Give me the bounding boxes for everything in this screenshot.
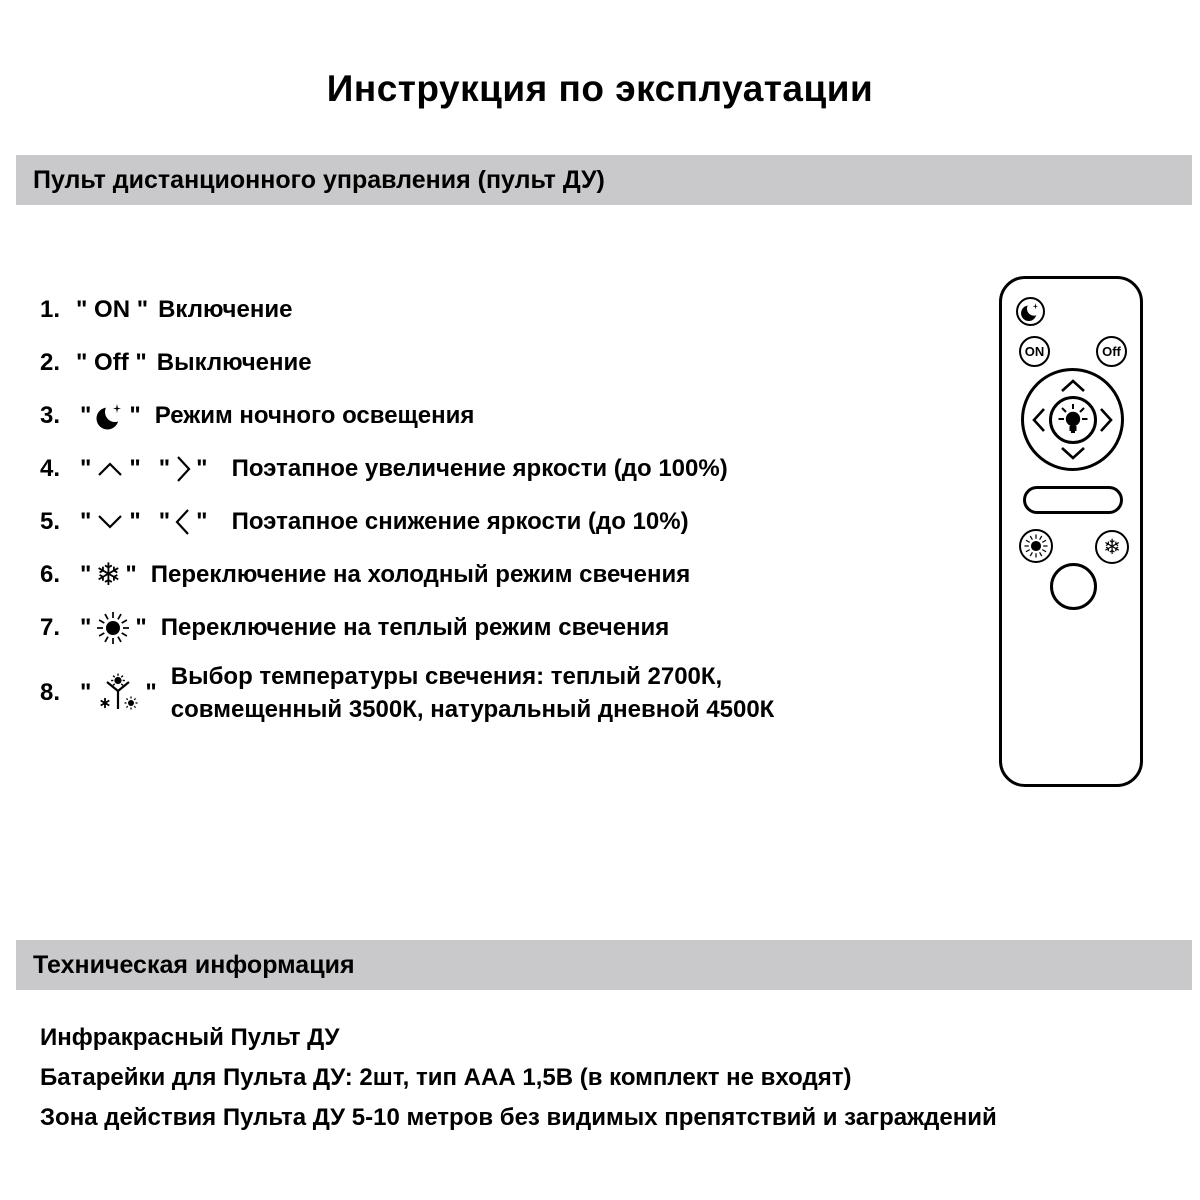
quote-mark: " bbox=[129, 401, 141, 429]
quote-mark: " bbox=[196, 454, 208, 482]
item-text-line1: Выбор температуры свечения: теплый 2700К, bbox=[170, 663, 723, 690]
quote-mark: " bbox=[158, 454, 171, 482]
chevron-up-icon bbox=[95, 460, 125, 478]
quote-mark: " bbox=[129, 454, 141, 482]
item-number: 8. bbox=[40, 679, 61, 706]
item-text: Поэтапное увеличение яркости (до 100%) bbox=[231, 454, 728, 482]
section-header-remote-label: Пульт дистанционного управления (пульт ДУ) bbox=[33, 165, 605, 194]
brightness-down-chevron-icon bbox=[1058, 445, 1088, 461]
quote-mark: " bbox=[135, 613, 147, 641]
night-mode-button bbox=[1016, 297, 1045, 326]
item-text: Поэтапное снижение яркости (до 10%) bbox=[231, 507, 689, 535]
dpad-right-chevron-icon bbox=[1098, 405, 1114, 435]
list-item-4 bbox=[40, 442, 970, 495]
tech-info-line: Инфракрасный Пульт ДУ bbox=[40, 1024, 340, 1051]
sun-icon bbox=[1023, 533, 1049, 559]
temperature-select-icon bbox=[95, 673, 141, 713]
off-button-label: Off bbox=[1102, 344, 1121, 359]
long-bar-button bbox=[1023, 486, 1123, 514]
page-title: Инструкция по эксплуатации bbox=[326, 68, 874, 109]
item-text: Режим ночного освещения bbox=[154, 401, 475, 429]
chevron-left-icon bbox=[174, 507, 192, 537]
off-button bbox=[1096, 336, 1127, 367]
on-label: " ON " bbox=[76, 295, 149, 323]
round-button bbox=[1050, 563, 1097, 610]
snowflake-icon: ❄ bbox=[1103, 535, 1121, 559]
quote-mark: " bbox=[158, 507, 171, 535]
tech-info-line: Батарейки для Пульта ДУ: 2шт, тип ААА 1,5В (в комплект не входят) bbox=[40, 1064, 852, 1091]
tech-info-list bbox=[40, 1018, 997, 1138]
instruction-list bbox=[40, 283, 970, 726]
quote-mark: " bbox=[80, 454, 92, 482]
item-number: 1. bbox=[40, 295, 61, 323]
quote-mark: " bbox=[129, 507, 141, 535]
item-text: Включение bbox=[158, 295, 293, 323]
section-header-tech-label: Техническая информация bbox=[33, 950, 355, 979]
quote-mark: " bbox=[80, 507, 92, 535]
quote-mark: " bbox=[80, 401, 92, 429]
moon-icon bbox=[1020, 301, 1041, 322]
list-item-8 bbox=[40, 660, 970, 726]
chevron-down-icon bbox=[95, 513, 125, 531]
moon-icon bbox=[95, 401, 125, 431]
chevron-right-icon bbox=[174, 454, 192, 484]
item-number: 3. bbox=[40, 401, 61, 429]
item-text: Выключение bbox=[156, 348, 312, 376]
cold-mode-button bbox=[1095, 530, 1129, 564]
quote-mark: " bbox=[145, 679, 157, 706]
list-item-6 bbox=[40, 548, 970, 601]
item-text bbox=[171, 660, 775, 726]
section-header-tech bbox=[16, 940, 1192, 990]
quote-mark: " bbox=[80, 560, 92, 588]
section-header-remote bbox=[16, 155, 1192, 205]
item-number: 6. bbox=[40, 560, 61, 588]
on-button bbox=[1019, 336, 1050, 367]
sun-icon bbox=[95, 610, 131, 646]
snowflake-icon: ❄ bbox=[95, 556, 122, 592]
brightness-up-chevron-icon bbox=[1058, 378, 1088, 394]
item-number: 5. bbox=[40, 507, 61, 535]
tech-info-line: Зона действия Пульта ДУ 5-10 метров без видимых препятствий и заграждений bbox=[40, 1104, 997, 1131]
light-button bbox=[1049, 396, 1097, 444]
off-label: " Off " bbox=[76, 348, 147, 376]
item-number: 7. bbox=[40, 613, 61, 641]
list-item-1 bbox=[40, 283, 970, 336]
quote-mark: " bbox=[80, 613, 92, 641]
item-number: 4. bbox=[40, 454, 61, 482]
quote-mark: " bbox=[125, 560, 137, 588]
dpad-left-chevron-icon bbox=[1031, 405, 1047, 435]
warm-mode-button bbox=[1019, 529, 1053, 563]
quote-mark: " bbox=[196, 507, 208, 535]
list-item-5 bbox=[40, 495, 970, 548]
item-number: 2. bbox=[40, 348, 61, 376]
light-bulb-icon bbox=[1058, 403, 1088, 437]
item-text: Переключение на холодный режим свечения bbox=[150, 560, 691, 588]
list-item-3 bbox=[40, 389, 970, 442]
list-item-7 bbox=[40, 601, 970, 654]
dpad-control bbox=[1021, 368, 1124, 471]
item-text-line2: совмещенный 3500К, натуральный дневной 4500К bbox=[170, 696, 775, 723]
remote-control-illustration bbox=[999, 276, 1143, 787]
on-button-label: ON bbox=[1024, 344, 1045, 359]
quote-mark: " bbox=[80, 679, 92, 706]
item-text: Переключение на теплый режим свечения bbox=[160, 613, 670, 641]
list-item-2 bbox=[40, 336, 970, 389]
